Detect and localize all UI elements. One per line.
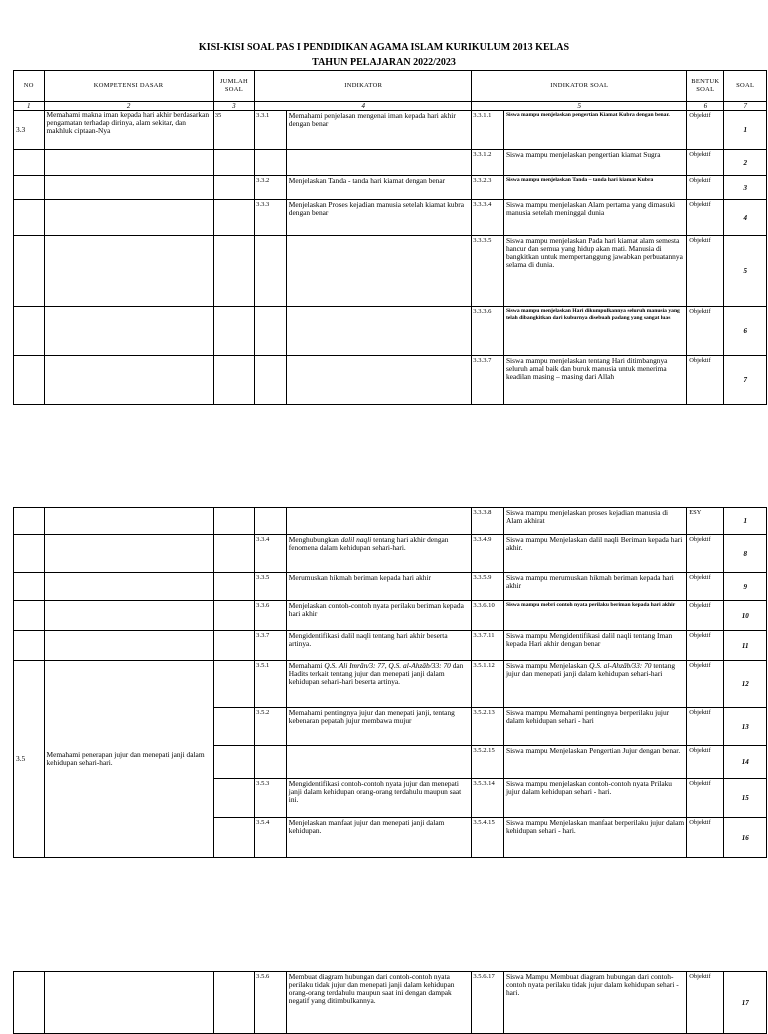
indikator-soal-text: Siswa mampu Menjelaskan Q.S. al-Ahzāb/33: 70 tentang jujur dan menepati janji dalam kehidupan sehari-hari <box>503 661 686 708</box>
bentuk-soal: Objektif <box>687 573 724 601</box>
soal-number: 12 <box>724 661 767 708</box>
soal-number: 17 <box>724 972 767 1034</box>
indikator-code: 3.3.4 <box>255 535 287 573</box>
table-row <box>14 601 767 631</box>
table-row <box>14 661 767 708</box>
table-row <box>14 356 767 405</box>
soal-number: 9 <box>724 573 767 601</box>
table-row <box>14 573 767 601</box>
indikator-code: 3.3.7 <box>255 631 287 661</box>
soal-number: 3 <box>724 176 767 200</box>
indikator-soal-code: 3.5.1.12 <box>472 661 504 708</box>
indikator-soal-code: 3.3.4.9 <box>472 535 504 573</box>
bentuk-soal: Objektif <box>687 111 724 150</box>
indikator-soal-text: Siswa mampu menjelaskan Pada hari kiamat alam semesta hancur dan semua yang hidup akan mati. Manusia di bangkitkan untuk mempertanggung jawabkan perbuatannya selama di dunia. <box>503 236 686 307</box>
header-indikator-soal: INDIKATOR SOAL <box>472 71 687 102</box>
indikator-soal-text: Siswa mampu menjelaskan pengertian Kiamat Kubra dengan benar. <box>503 111 686 150</box>
indikator-soal-code: 3.5.4.15 <box>472 818 504 858</box>
indikator-soal-text: Siswa mampu Menjelaskan dalil naqli Beriman kepada hari akhir. <box>503 535 686 573</box>
header-soal: SOAL <box>724 71 767 102</box>
table-row <box>14 535 767 573</box>
header-no: NO <box>14 71 45 102</box>
table-row <box>14 307 767 356</box>
indikator-soal-code: 3.3.3.7 <box>472 356 504 405</box>
table-row <box>14 631 767 661</box>
indikator-text: Menjelaskan Proses kejadian manusia setelah kiamat kubra dengan benar <box>286 200 472 236</box>
bentuk-soal: Objektif <box>687 779 724 818</box>
indikator-text: Menghubungkan dalil naqli tentang hari akhir dengan fenomena dalam kehidupan sehari-hari. <box>286 535 472 573</box>
kisi-table-3 <box>13 971 767 1034</box>
bentuk-soal: Objektif <box>687 746 724 779</box>
indikator-soal-code: 3.3.3.4 <box>472 200 504 236</box>
indikator-text: Memahami penjelasan mengenai iman kepada hari akhir dengan benar <box>286 111 472 150</box>
kisi-table-1 <box>13 70 767 405</box>
kd-number: 3.3 <box>14 111 45 150</box>
indikator-soal-code: 3.3.3.8 <box>472 508 504 535</box>
indikator-soal-code: 3.3.1.2 <box>472 150 504 176</box>
soal-number: 1 <box>724 111 767 150</box>
indikator-soal-code: 3.3.7.11 <box>472 631 504 661</box>
soal-number: 6 <box>724 307 767 356</box>
bentuk-soal: Objektif <box>687 200 724 236</box>
kd-text: Memahami penerapan jujur dan menepati janji dalam kehidupan sehari-hari. <box>44 661 213 858</box>
indikator-code: 3.3.6 <box>255 601 287 631</box>
indikator-code: 3.3.2 <box>255 176 287 200</box>
indikator-text: Menjelaskan Tanda - tanda hari kiamat dengan benar <box>286 176 472 200</box>
indikator-soal-code: 3.5.2.13 <box>472 708 504 746</box>
indikator-soal-code: 3.3.3.6 <box>472 307 504 356</box>
bentuk-soal: Objektif <box>687 307 724 356</box>
table-row <box>14 972 767 1034</box>
indikator-soal-code: 3.5.3.14 <box>472 779 504 818</box>
indikator-soal-text: Siswa mampu Menjelaskan manfaat berperilaku jujur dalam kehidupan sehari - hari. <box>503 818 686 858</box>
indikator-soal-text: Siswa mampu menjelaskan Alam pertama yang dimasuki manusia setelah meninggal dunia <box>503 200 686 236</box>
soal-number: 2 <box>724 150 767 176</box>
indikator-soal-text: Siswa mampu Menjelaskan Pengertian Jujur dengan benar. <box>503 746 686 779</box>
soal-number: 5 <box>724 236 767 307</box>
header-bentuk-soal: BENTUK SOAL <box>687 71 724 102</box>
col-number: 3 <box>213 102 254 111</box>
table-row <box>14 236 767 307</box>
soal-number: 16 <box>724 818 767 858</box>
bentuk-soal: Objektif <box>687 708 724 746</box>
soal-number: 13 <box>724 708 767 746</box>
col-number: 5 <box>472 102 687 111</box>
indikator-soal-text: Siswa mampu menjelaskan Tanda – tanda hari kiamat Kubra <box>503 176 686 200</box>
indikator-soal-text: Siswa mampu menjelaskan pengertian kiamat Sugra <box>503 150 686 176</box>
indikator-text: Membuat diagram hubungan dari contoh-contoh nyata perilaku tidak jujur dan menepati janji dalam kehidupan orang-orang terdahulu maupun saat ini dengan dampak negatif yang ditimbulkannya. <box>286 972 472 1034</box>
indikator-soal-text: Siswa mampu mebri contoh nyata perilaku beriman kepada hari akhir <box>503 601 686 631</box>
indikator-code: 3.5.6 <box>255 972 287 1034</box>
bentuk-soal: Objektif <box>687 818 724 858</box>
indikator-text: Memahami Q.S. Ali Imrān/3: 77, Q.S. al-Ahzāb/33: 70 dan Hadits terkait tentang jujur dan menepati janji dalam kehidupan sehari-hari beserta artinya. <box>286 661 472 708</box>
table-row <box>14 176 767 200</box>
indikator-code: 3.5.2 <box>255 708 287 746</box>
header-kompetensi-dasar: KOMPETENSI DASAR <box>44 71 213 102</box>
col-number: 1 <box>14 102 45 111</box>
doc-title-line2: TAHUN PELAJARAN 2022/2023 <box>312 57 456 68</box>
header-indikator: INDIKATOR <box>255 71 472 102</box>
table-row <box>14 508 767 535</box>
bentuk-soal: Objektif <box>687 972 724 1034</box>
soal-number: 7 <box>724 356 767 405</box>
indikator-soal-code: 3.3.1.1 <box>472 111 504 150</box>
indikator-soal-code: 3.3.6.10 <box>472 601 504 631</box>
bentuk-soal: Objektif <box>687 661 724 708</box>
indikator-code: 3.3.5 <box>255 573 287 601</box>
indikator-text: Menjelaskan contoh-contoh nyata perilaku beriman kepada hari akhir <box>286 601 472 631</box>
soal-number: 15 <box>724 779 767 818</box>
header-jumlah-soal: JUMLAH SOAL <box>213 71 254 102</box>
soal-number: 1 <box>724 508 767 535</box>
indikator-soal-text: Siswa mampu merumuskan hikmah beriman kepada hari akhir <box>503 573 686 601</box>
table-row <box>14 150 767 176</box>
indikator-soal-text: Siswa mampu menjelaskan Hari dikumpulkannya seluruh manusia yang telah dibangkitkan dari kuburnya disebuah padang yang sangat luas <box>503 307 686 356</box>
soal-number: 14 <box>724 746 767 779</box>
indikator-text: Mengidentifikasi dalil naqli tentang hari akhir beserta artinya. <box>286 631 472 661</box>
indikator-soal-code: 3.5.2.15 <box>472 746 504 779</box>
bentuk-soal: Objektif <box>687 356 724 405</box>
indikator-soal-code: 3.3.5.9 <box>472 573 504 601</box>
bentuk-soal: Objektif <box>687 236 724 307</box>
soal-number: 8 <box>724 535 767 573</box>
bentuk-soal: Objektif <box>687 631 724 661</box>
bentuk-soal: Objektif <box>687 176 724 200</box>
indikator-soal-code: 3.5.6.17 <box>472 972 504 1034</box>
col-number: 2 <box>44 102 213 111</box>
col-number: 4 <box>255 102 472 111</box>
kd-text: Memahami makna iman kepada hari akhir berdasarkan pengamatan terhadap dirinya, alam sekitar, dan makhluk ciptaan-Nya <box>44 111 213 150</box>
doc-title-line1: KISI-KISI SOAL PAS I PENDIDIKAN AGAMA ISLAM KURIKULUM 2013 KELAS <box>198 42 570 53</box>
bentuk-soal: Objektif <box>687 601 724 631</box>
indikator-soal-text: Siswa mampu menjelaskan contoh-contoh nyata Prilaku jujur dalam kehidupan sehari - hari. <box>503 779 686 818</box>
soal-number: 4 <box>724 200 767 236</box>
table-row <box>14 200 767 236</box>
indikator-text: Merumuskan hikmah beriman kepada hari akhir <box>286 573 472 601</box>
bentuk-soal: Objektif <box>687 150 724 176</box>
indikator-code: 3.3.1 <box>255 111 287 150</box>
jumlah-soal: 35 <box>213 111 254 150</box>
bentuk-soal: Objektif <box>687 535 724 573</box>
indikator-soal-code: 3.3.3.5 <box>472 236 504 307</box>
soal-number: 10 <box>724 601 767 631</box>
col-number: 6 <box>687 102 724 111</box>
kd-number: 3.5 <box>14 661 45 858</box>
indikator-soal-text: Siswa Mampu Membuat diagram hubungan dari contoh-contoh nyata perilaku tidak jujur dalam kehidupan sehari - hari. <box>503 972 686 1034</box>
indikator-soal-text: Siswa mampu Mengidentifikasi dalil naqli tentang Iman kepada Hari akhir dengan benar <box>503 631 686 661</box>
indikator-soal-text: Siswa mampu Memahami pentingnya berperilaku jujur dalam kehidupan sehari - hari <box>503 708 686 746</box>
indikator-soal-text: Siswa mampu menjelaskan tentang Hari ditimbangnya seluruh amal baik dan buruk manusia untuk menerima keadilan masing – masing dari Allah <box>503 356 686 405</box>
indikator-text: Mengidentifikasi contoh-contoh nyata jujur dan menepati janji dalam kehidupan orang-orang terdahulu maupun saat ini. <box>286 779 472 818</box>
indikator-soal-code: 3.3.2.3 <box>472 176 504 200</box>
col-number: 7 <box>724 102 767 111</box>
indikator-soal-text: Siswa mampu menjelaskan proses kejadian manusia di Alam akhirat <box>503 508 686 535</box>
indikator-code: 3.5.3 <box>255 779 287 818</box>
indikator-code: 3.3.3 <box>255 200 287 236</box>
indikator-text: Menjelaskan manfaat jujur dan menepati janji dalam kehidupan. <box>286 818 472 858</box>
indikator-text: Memahami pentingnya jujur dan menepati janji, tentang kebenaran pepatah jujur membawa mujur <box>286 708 472 746</box>
soal-number: 11 <box>724 631 767 661</box>
indikator-code: 3.5.4 <box>255 818 287 858</box>
kisi-table-2 <box>13 507 767 858</box>
indikator-code: 3.5.1 <box>255 661 287 708</box>
table-row <box>14 111 767 150</box>
bentuk-soal: ESY <box>687 508 724 535</box>
